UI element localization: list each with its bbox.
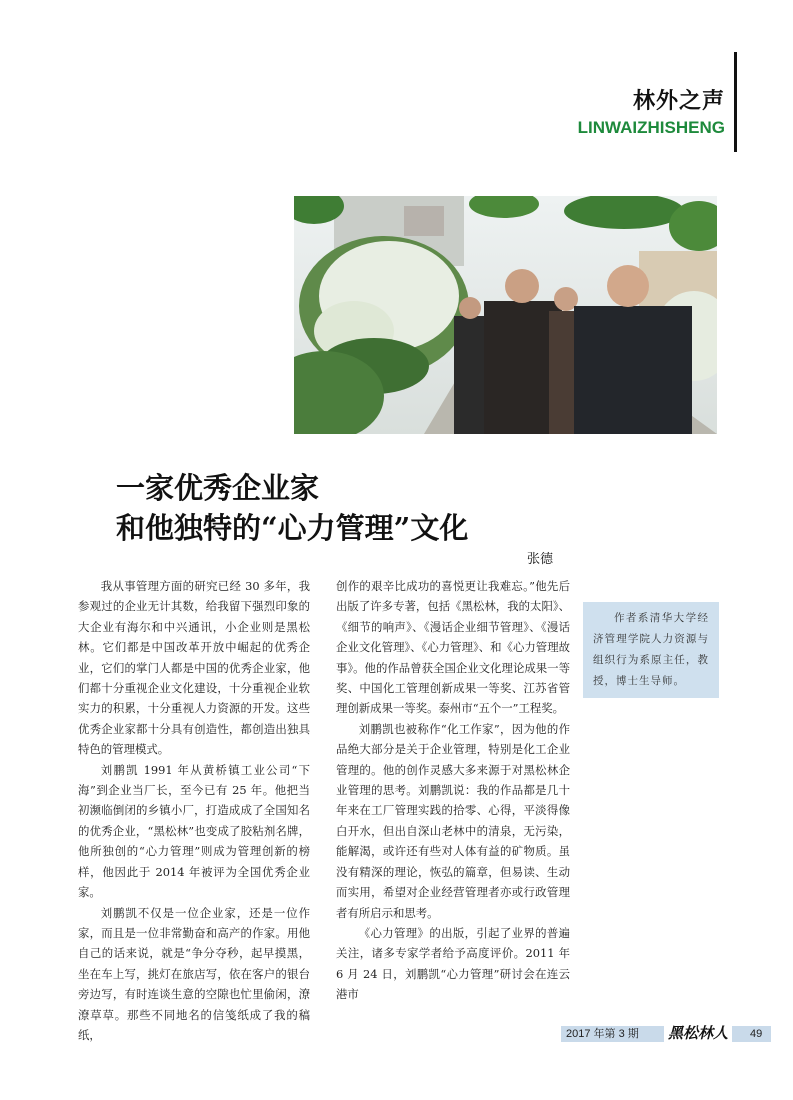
author-bio-box bbox=[583, 602, 719, 698]
section-title-pinyin: LINWAIZHISHENG bbox=[577, 118, 725, 137]
paragraph: 刘鹏凯 1991 年从黄桥镇工业公司“下海”到企业当厂长，至今已有 25 年。他把当初濒临倒闭的乡镇小厂，打造成成了全国知名的优秀企业，“黑松林”也变成了胶粘剂名牌，他所独创的“心力管理”则成为管理创新的榜样，他因此于 2014 年被评为全国优秀企业家。 bbox=[78, 762, 310, 900]
paragraph: 刘鹏凯也被称作“化工作家”，因为他的作品绝大部分是关于企业管理，特别是化工企业管理的。他的创作灵感大多来源于对黑松林企业管理的思考。刘鹏凯说：我的作品都是几十年来在工厂管理实践的拾零、心得，平淡得像白开水，但出自深山老林中的清泉，无污染，能解渴，或许还有些对人体有益的矿物质。虽没有精深的理论，恢弘的篇章，但易读、生动而实用，希望对企业经营管理者亦或行政管理者有所启示和思考。 bbox=[336, 721, 570, 920]
paragraph-continued: 创作的艰辛比成功的喜悦更让我难忘。”他先后出版了许多专著，包括《黑松林，我的太阳》、《细节的响声》、《漫话企业细节管理》、《漫话企业文化管理》、《心力管理》、和《心力管理故事》。他的作品曾获全国企业文化理论成果一等奖、中国化工管理创新成果一等奖、江苏省管理创新成果一等奖。泰州市“五个一”工程奖。 bbox=[336, 579, 570, 716]
article-column-middle bbox=[336, 576, 570, 1005]
article-author: 张德 bbox=[526, 552, 553, 567]
page-number: 49 bbox=[750, 1028, 763, 1040]
section-divider-bar bbox=[734, 52, 737, 152]
section-title: 林外之声 bbox=[632, 89, 725, 114]
magazine-logo: 黑松林人 bbox=[664, 1022, 732, 1044]
article-photo bbox=[294, 196, 717, 434]
article-title-line-1: 一家优秀企业家 bbox=[116, 471, 320, 505]
article-column-left bbox=[78, 576, 310, 1045]
article-title-line-2: 和他独特的“心力管理”文化 bbox=[116, 511, 469, 545]
author-bio-text: 作者系清华大学经济管理学院人力资源与组织行为系原主任，教授，博士生导师。 bbox=[593, 612, 709, 687]
issue-label: 2017 年第 3 期 bbox=[566, 1028, 639, 1040]
paragraph: 《心力管理》的出版，引起了业界的普遍关注，诸多专家学者给予高度评价。2011 年 6 月 24 日，刘鹏凯“心力管理”研讨会在连云港市 bbox=[336, 925, 570, 1002]
paragraph: 我从事管理方面的研究已经 30 多年，我参观过的企业无计其数，给我留下强烈印象的大企业有海尔和中兴通讯，小企业则是黑松林。它们都是中国改革开放中崛起的优秀企业，它们的掌门人都是中国的优秀企业家，他们都十分重视企业文化建设，十分重视企业软实力的积累，十分重视人力资源的开发。这些优秀企业家都十分具有创造性，都创造出独具特色的管理模式。 bbox=[78, 579, 310, 757]
article-title bbox=[116, 468, 596, 548]
paragraph: 刘鹏凯不仅是一位企业家，还是一位作家，而且是一位非常勤奋和高产的作家。用他自己的话来说，就是“争分夺秒，起早摸黑，坐在车上写，挑灯在旅店写，依在客户的银台旁边写，有时连谈生意的空隙也忙里偷闲，潦潦草草。那些不同地名的信笺纸成了我的稿纸， bbox=[78, 905, 310, 1042]
